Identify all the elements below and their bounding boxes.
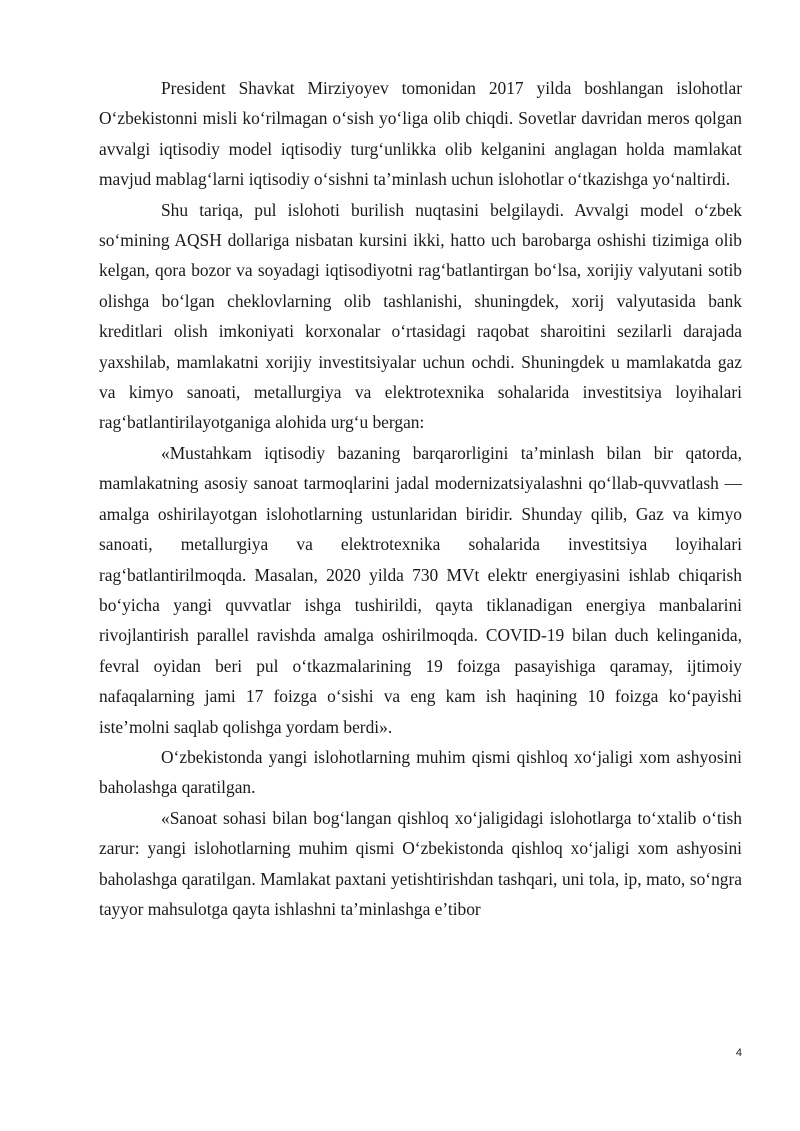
paragraph-1: President Shavkat Mirziyoyev tomonidan 2017 yilda boshlangan islohotlar O‘zbekistonni misli ko‘rilmagan o‘sish yo‘liga olib chiqdi. Sovetlar davridan meros qolgan avvalgi iqtisodiy model iqtisodiy turg‘unlikka olib kelganini anglagan holda mamlakat mavjud mablag‘larni iqtisodiy o‘sishni ta’minlash uchun islohotlar o‘tkazishga yo‘naltirdi. [99, 78, 742, 190]
paragraph-4: O‘zbekistonda yangi islohotlarning muhim qismi qishloq xo‘jaligi xom ashyosini baholashga qaratilgan. [99, 746, 742, 798]
page-number: 4 [735, 1047, 742, 1059]
document-body [99, 73, 742, 924]
paragraph-5-quote: «Sanoat sohasi bilan bog‘langan qishloq xo‘jaligidagi islohotlarga to‘xtalib o‘tish zarur: yangi islohotlarning muhim qismi O‘zbekistonda qishloq xo‘jaligi xom ashyosini baholashga qaratilgan. Mamlakat paxtani yetishtirishdan tashqari, uni tola, ip, mato, so‘ngra tayyor mahsulotga qayta ishlashni ta’minlashga e’tibor [99, 807, 742, 919]
paragraph-3-quote: «Mustahkam iqtisodiy bazaning barqarorligini ta’minlash bilan bir qatorda, mamlakatning asosiy sanoat tarmoqlarini jadal modernizatsiyalashni qo‘llab-quvvatlash — amalga oshirilayotgan islohotlarning ustunlaridan biridir. Shunday qilib, Gaz va kimyo sanoati, metallurgiya va elektrotexnika sohalarida investitsiya loyihalari rag‘batlantirilmoqda. Masalan, 2020 yilda 730 MVt elektr energiyasini ishlab chiqarish bo‘yicha yangi quvvatlar ishga tushirildi, qayta tiklanadigan energiya manbalarini rivojlantirish parallel ravishda amalga oshirilmoqda. COVID-19 bilan duch kelinganida, fevral oyidan beri pul o‘tkazmalarining 19 foizga pasayishiga qaramay, ijtimoiy nafaqalarning jami 17 foizga o‘sishi va eng kam ish haqining 10 foizga ko‘payishi iste’molni saqlab qolishga yordam berdi». [99, 442, 742, 737]
paragraph-2: Shu tariqa, pul islohoti burilish nuqtasini belgilaydi. Avvalgi model o‘zbek so‘mining AQSH dollariga nisbatan kursini ikki, hatto uch barobarga oshishi tizimiga olib kelgan, qora bozor va soyadagi iqtisodiyotni rag‘batlantirgan bo‘lsa, xorijiy valyutani sotib olishga bo‘lgan cheklovlarning olib tashlanishi, shuningdek, xorij valyutasida bank kreditlari olish imkoniyati korxonalar o‘rtasidagi raqobat sharoitini sezilarli darajada yaxshilab, mamlakatni xorijiy investitsiyalar uchun ochdi. Shuningdek u mamlakatda gaz va kimyo sanoati, metallurgiya va elektrotexnika sohalarida investitsiya loyihalari rag‘batlantirilayotganiga alohida urg‘u bergan: [99, 199, 742, 433]
